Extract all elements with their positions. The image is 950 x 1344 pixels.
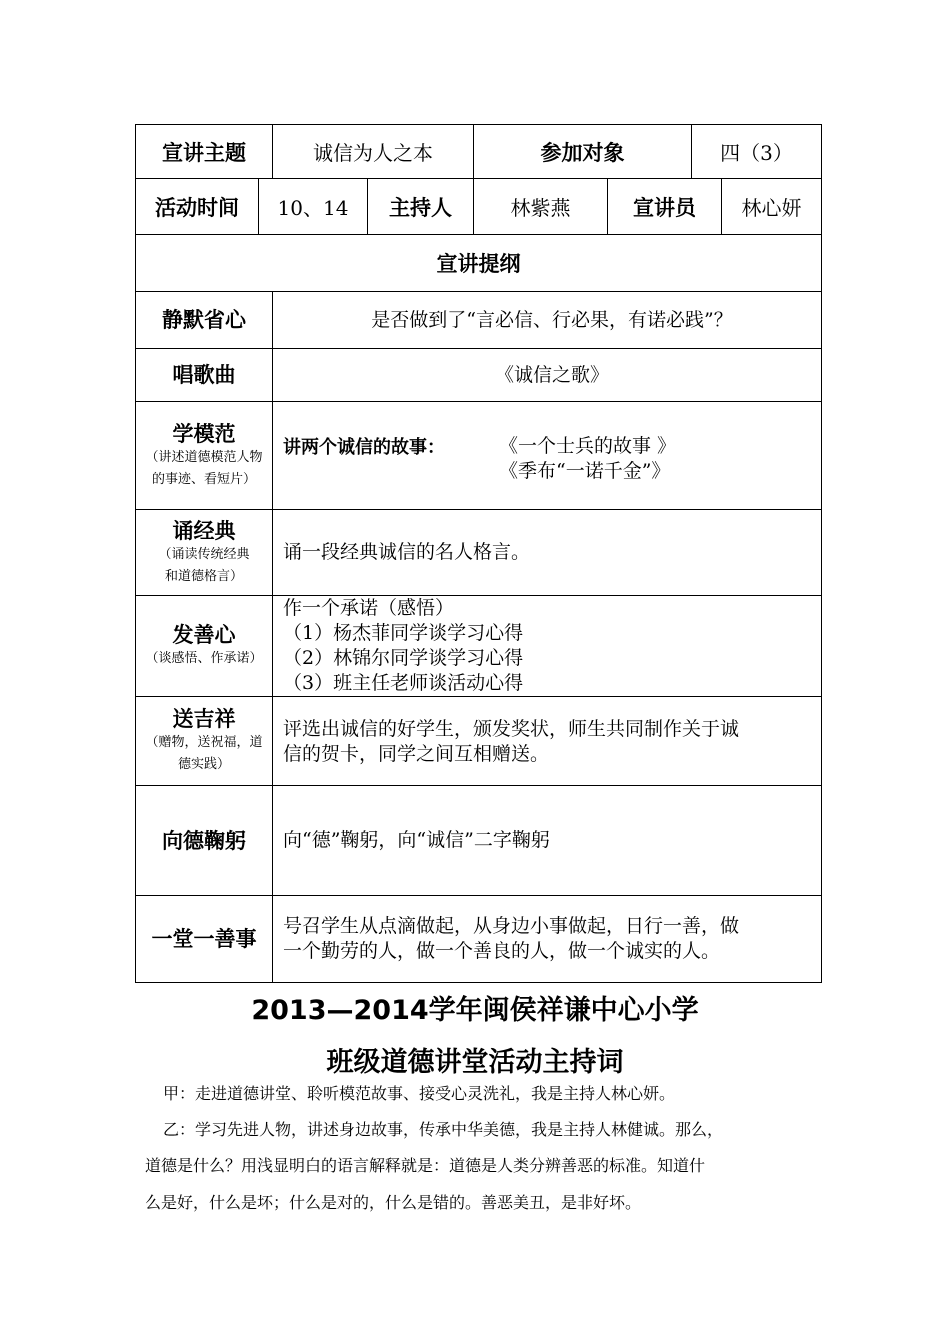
good-deed-line: 一个勤劳的人，做一个善良的人，做一个诚实的人。 — [283, 940, 721, 962]
row-content-good-deed — [273, 896, 822, 983]
row-content-model — [273, 402, 822, 510]
row-label-bow: 向德鞠躬 — [136, 786, 273, 896]
model-story-2: 《季布“一诺千金”》 — [499, 459, 671, 482]
row-label-model-title: 学模范 — [172, 421, 236, 446]
model-story-1: 《一个士兵的故事 》 — [499, 434, 677, 457]
row-label-kindness-sub: （谈感悟、作承诺） — [145, 651, 263, 666]
row-label-song: 唱歌曲 — [136, 349, 273, 402]
kindness-line: 作一个承诺（感悟） — [283, 597, 455, 619]
speaker-label: 宣讲员 — [608, 179, 722, 235]
row-content-kindness — [273, 596, 822, 697]
blessing-line: 评选出诚信的好学生，颁发奖状，师生共同制作关于诚 — [283, 718, 740, 740]
row-label-model — [136, 402, 273, 510]
document-title-line1: 2013—2014学年闽侯祥谦中心小学 — [251, 995, 699, 1026]
document-title-line2: 班级道德讲堂活动主持词 — [326, 1047, 624, 1078]
audience-value: 四（3） — [692, 125, 822, 179]
audience-label: 参加对象 — [474, 125, 692, 179]
script-jia: 甲：走进道德讲堂、聆听模范故事、接受心灵洗礼，我是主持人林心妍。 — [163, 1084, 676, 1103]
blessing-line: 信的贺卡，同学之间互相赠送。 — [283, 743, 550, 765]
row-label-blessing-sub: （赠物，送祝福，道德实践） — [145, 735, 263, 772]
row-label-good-deed: 一堂一善事 — [136, 896, 273, 983]
row-label-kindness-title: 发善心 — [172, 623, 236, 647]
row-content-classic: 诵一段经典诚信的名人格言。 — [273, 510, 822, 596]
outline-title: 宣讲提纲 — [136, 235, 822, 292]
row-label-blessing-title: 送吉祥 — [172, 707, 236, 731]
row-content-silence: 是否做到了“言必信、行必果，有诺必践”？ — [273, 292, 822, 349]
row-label-model-sub: （讲述道德模范人物的事迹、看短片） — [145, 449, 263, 487]
script-yi-line1: 乙：学习先进人物，讲述身边故事，传承中华美德，我是主持人林健诚。那么， — [163, 1120, 724, 1139]
row-content-bow: 向“德”鞠躬，向“诚信”二字鞠躬 — [273, 786, 822, 896]
row-label-kindness — [136, 596, 273, 697]
row-label-blessing — [136, 697, 273, 786]
row-content-blessing — [273, 697, 822, 786]
model-lead: 讲两个诚信的故事： — [283, 436, 445, 458]
host-label: 主持人 — [368, 179, 474, 235]
time-label: 活动时间 — [136, 179, 259, 235]
row-content-song: 《诚信之歌》 — [273, 349, 822, 402]
row-label-classic-sub: （诵读传统经典和道德格言） — [158, 546, 250, 584]
speaker-value: 林心妍 — [722, 179, 822, 235]
topic-label: 宣讲主题 — [136, 125, 273, 179]
lecture-plan-table — [135, 124, 822, 983]
row-label-silence: 静默省心 — [136, 292, 273, 349]
kindness-line: （3）班主任老师谈活动心得 — [283, 672, 524, 694]
script-yi-line3: 么是好，什么是坏；什么是对的，什么是错的。善恶美丑，是非好坏。 — [145, 1193, 642, 1212]
row-label-classic — [136, 510, 273, 596]
row-label-classic-title: 诵经典 — [172, 518, 236, 543]
kindness-line: （2）林锦尔同学谈学习心得 — [283, 647, 524, 669]
script-yi-line2: 道德是什么？用浅显明白的语言解释就是：道德是人类分辨善恶的标准。知道什 — [145, 1156, 706, 1175]
good-deed-line: 号召学生从点滴做起，从身边小事做起，日行一善，做 — [283, 915, 740, 937]
topic-value: 诚信为人之本 — [273, 125, 474, 179]
time-value: 10、14 — [259, 179, 368, 235]
kindness-line: （1）杨杰菲同学谈学习心得 — [283, 622, 524, 644]
host-value: 林紫燕 — [474, 179, 608, 235]
